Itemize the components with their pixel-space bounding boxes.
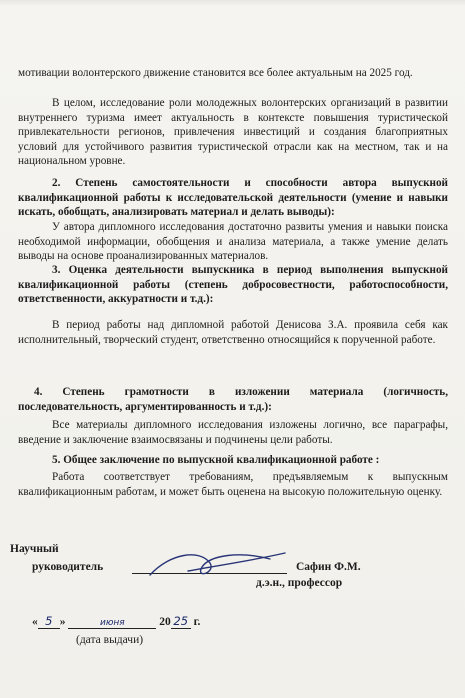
date-caption: (дата выдачи) [76,634,144,646]
date-year-suffix: 25 [171,614,191,629]
section-4-text: Все материалы дипломного исследования изложены логично, все параграфы, введение и заключение взаимосвязаны и подчинены цели работы. [18,419,448,446]
supervisor-title: д.э.н., профессор [256,577,343,589]
section-3-text: В период работы над дипломной работой Денисова З.А. проявила себя как исполнительный, творческий студент, ответственно относящийся к порученной работе. [18,319,448,346]
section-5-heading: 5. Общее заключение по выпускной квалификационной работе : [52,454,380,466]
section-2-text: У автора дипломного исследования достаточно развиты умения и навыки поиска необходимой информации, обобщения и анализа материала, а также умение делать выводы на основе проанализированных материалов. [18,221,448,263]
section-3-heading: 3. Оценка деятельности выпускника в период выполнения выпускной квалификационной работы (степень добросовестности, работоспособности, ответственности, аккуратности и т.д.): [18,264,448,306]
date-open-quote: « [32,616,38,628]
section-2-heading: 2. Степень самостоятельности и способности автора выпускной квалификационной работы к исследовательской деятельности (умение и навыки искать, обобщать, анализировать материал и делать выводы): [18,177,448,219]
section-5-text: Работа соответствует требованиям, предъявляемым к выпускным квалификационным работам, и может быть оценена на высокую положительную оценку. [18,471,448,498]
date-year-prefix: 20 [159,616,171,628]
issue-date [32,614,200,629]
date-month: июня [68,618,156,629]
supervisor-name: Сафин Ф.М. [296,561,361,573]
signature-label-line2: руководитель [32,561,104,573]
date-day: 5 [38,614,60,629]
intro-paragraph-tail: мотивации волонтерского движение становится все более актуальным на 2025 год. [18,67,413,79]
date-suffix: г. [193,616,201,628]
overall-paragraph: В целом, исследование роли молодежных волонтерских организаций в развитии внутреннего туризма имеет актуальность в контексте повышения туристической привлекательности регионов, привлечения инвестиций и создания благоприятных условий для устойчивого развития туристической отрасли как на местном, так и на национальном уровне. [18,97,448,168]
date-close-quote: » [59,616,66,628]
page-edge-shadow [0,0,465,6]
signature-label-line1: Научный [10,543,59,555]
section-4-heading: 4. Степень грамотности в изложении материала (логичность, последовательность, аргументированность и т.д.): [18,386,448,413]
